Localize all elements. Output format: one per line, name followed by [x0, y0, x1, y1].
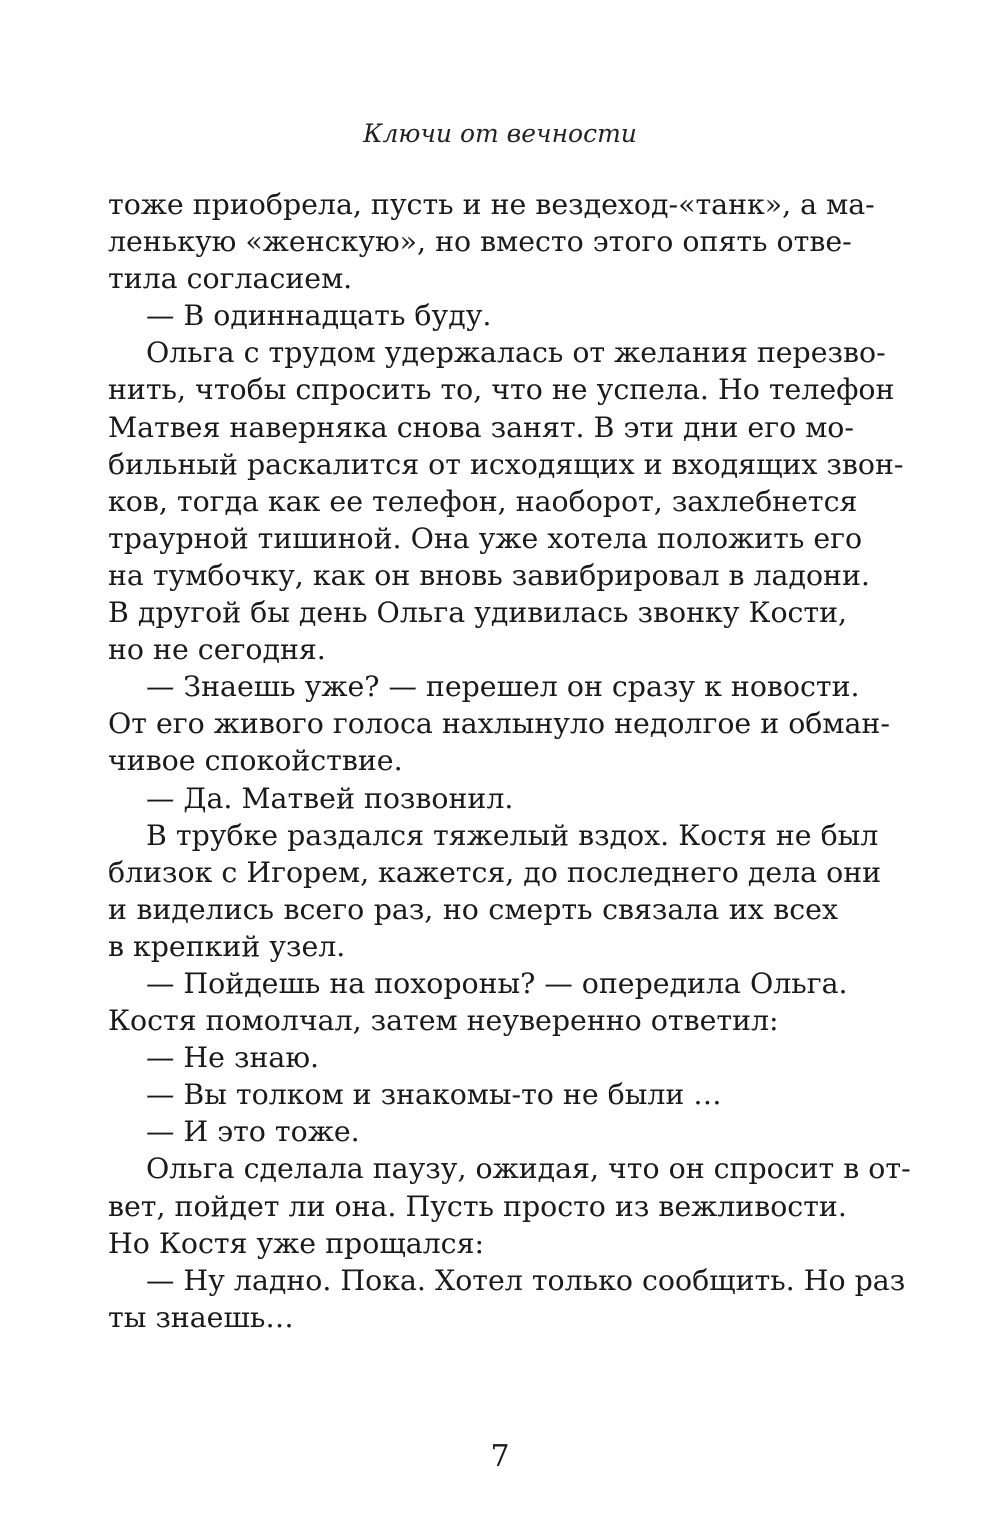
- text-line: В другой бы день Ольга удивилась звонку Кости,: [108, 596, 848, 630]
- text-line: — Не знаю.: [146, 1041, 320, 1075]
- text-line: ты знаешь…: [108, 1300, 294, 1334]
- text-line: — Вы толком и знакомы-то не были …: [146, 1078, 722, 1112]
- text-line: Ольга с трудом удержалась от желания перезво-: [146, 336, 886, 370]
- text-line: и виделись всего раз, но смерть связала их всех: [108, 892, 838, 926]
- text-line: — В одиннадцать буду.: [146, 299, 492, 333]
- text-line: на тумбочку, как он вновь завибрировал в ладони.: [108, 558, 870, 592]
- running-header: Ключи от вечности: [363, 119, 637, 148]
- text-line: тила согласием.: [108, 262, 353, 296]
- text-line: чивое спокойствие.: [108, 744, 403, 778]
- text-line: Костя помолчал, затем неуверенно ответил:: [108, 1004, 779, 1038]
- text-line: вет, пойдет ли она. Пусть просто из вежливости.: [108, 1189, 847, 1223]
- text-line: ленькую «женскую», но вместо этого опять отве-: [108, 225, 852, 259]
- text-line: — Ну ладно. Пока. Хотел только сообщить. Но раз: [146, 1263, 906, 1297]
- text-line: близок с Игорем, кажется, до последнего дела они: [108, 855, 882, 889]
- text-line: но не сегодня.: [108, 633, 326, 667]
- text-line: Ольга сделала паузу, ожидая, что он спросит в от-: [146, 1152, 911, 1186]
- text-line: тоже приобрела, пусть и не вездеход-«танк», а ма-: [108, 188, 875, 221]
- text-line: Но Костя уже прощался:: [108, 1226, 485, 1260]
- page-number: 7: [490, 1439, 510, 1474]
- text-line: — И это тоже.: [146, 1115, 360, 1149]
- text-line: в крепкий узел.: [108, 929, 346, 963]
- text-line: нить, чтобы спросить то, что не успела. Но телефон: [108, 373, 895, 407]
- text-line: — Пойдешь на похороны? — опередила Ольга.: [146, 966, 848, 1000]
- body-text: [108, 186, 911, 1336]
- text-line: От его живого голоса нахлынуло недолгое и обман-: [108, 707, 890, 741]
- text-line: — Знаешь уже? — перешел он сразу к новости.: [146, 670, 860, 704]
- text-line: Матвея наверняка снова занят. В эти дни его мо-: [108, 410, 854, 444]
- text-line: — Да. Матвей позвонил.: [146, 781, 514, 815]
- text-line: траурной тишиной. Она уже хотела положить его: [108, 521, 863, 555]
- text-line: В трубке раздался тяжелый вздох. Костя не был: [146, 818, 879, 852]
- text-line: бильный раскалится от исходящих и входящих звон-: [108, 447, 904, 481]
- text-line: ков, тогда как ее телефон, наоборот, захлебнется: [108, 484, 858, 518]
